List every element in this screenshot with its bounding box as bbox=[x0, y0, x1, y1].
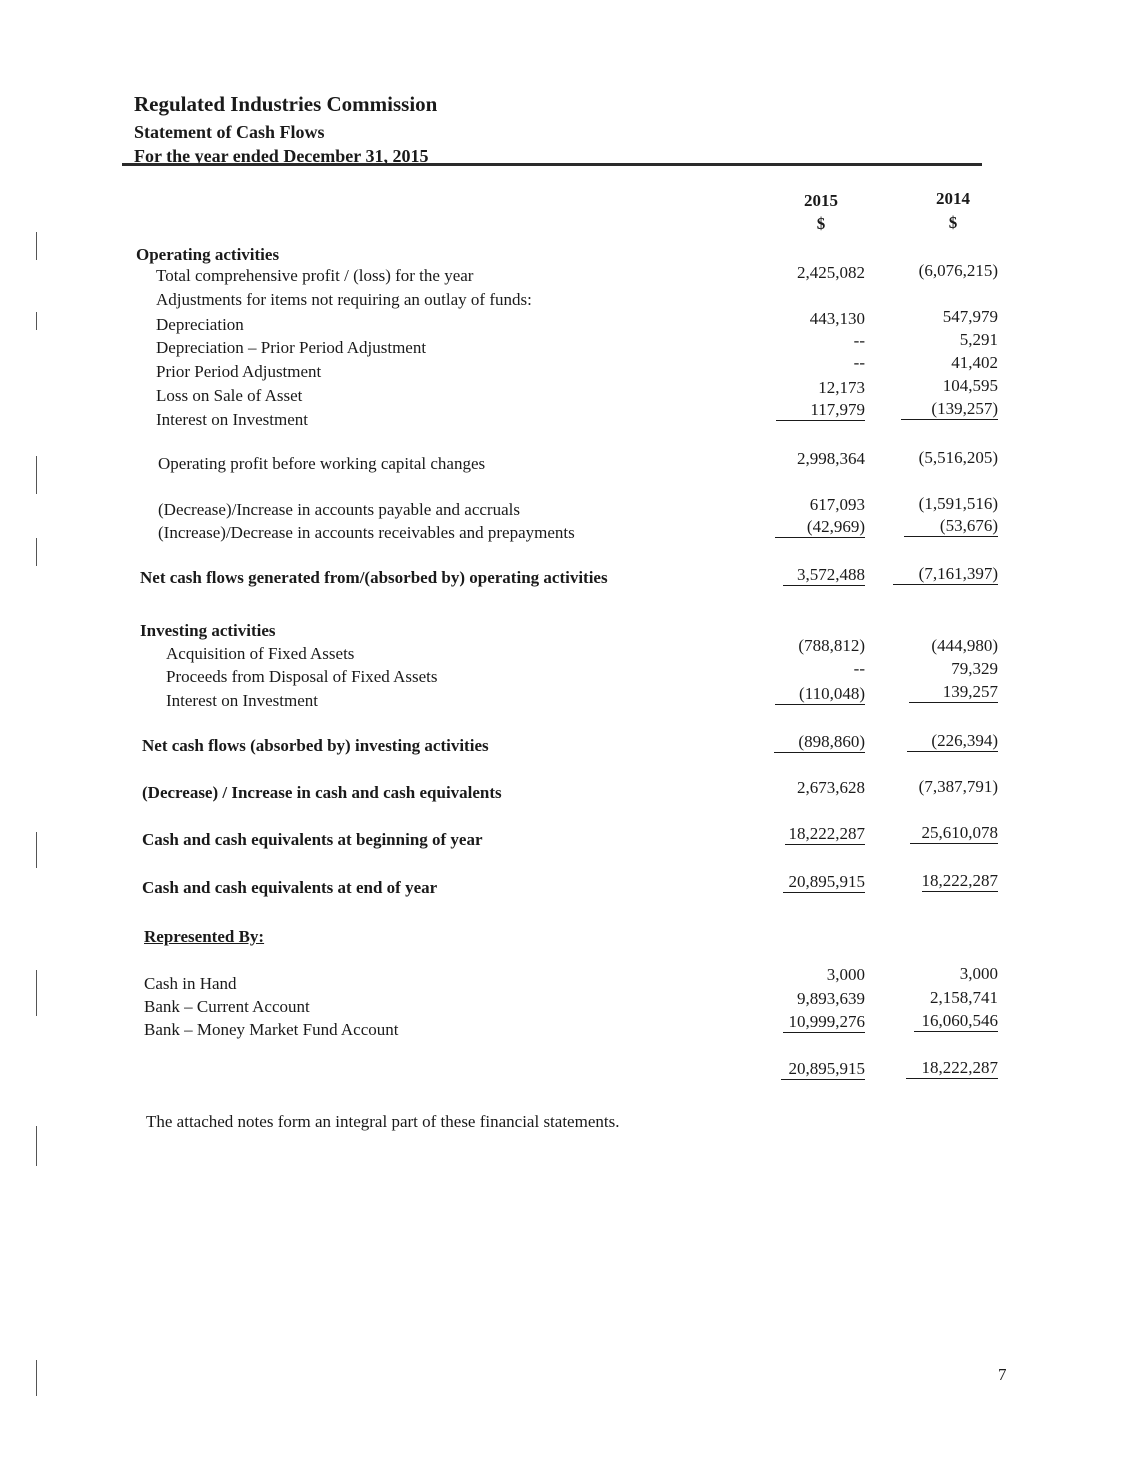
organization-title: Regulated Industries Commission bbox=[134, 92, 438, 116]
inv-item-2015: (788,812) bbox=[798, 636, 865, 655]
op-item-label: Interest on Investment bbox=[156, 410, 309, 429]
change-label: (Decrease) / Increase in cash and cash equivalents bbox=[142, 783, 502, 802]
currency-2014: $ bbox=[948, 213, 958, 232]
represented-total-2015: 20,895,915 bbox=[781, 1059, 866, 1080]
receivables-2015: (42,969) bbox=[775, 517, 865, 538]
begin-2015: 18,222,287 bbox=[785, 824, 866, 845]
column-header-2014: 2014 bbox=[936, 189, 970, 208]
column-header-2015: 2015 bbox=[804, 191, 838, 210]
op-item-2015: -- bbox=[853, 353, 865, 372]
scan-margin-mark bbox=[36, 312, 37, 330]
represented-heading: Represented By: bbox=[144, 927, 265, 946]
op-item-2014: 41,402 bbox=[951, 353, 998, 372]
op-item-2014: 104,595 bbox=[942, 376, 998, 395]
period-title: For the year ended December 31, 2015 bbox=[134, 146, 429, 166]
op-item-2015: 117,979 bbox=[776, 400, 865, 421]
begin-label: Cash and cash equivalents at beginning of year bbox=[142, 830, 483, 849]
inv-item-2014: (444,980) bbox=[931, 636, 998, 655]
rep-item-label: Cash in Hand bbox=[144, 974, 237, 993]
op-item-2015: 443,130 bbox=[809, 309, 865, 328]
end-2015: 20,895,915 bbox=[783, 872, 866, 893]
operating-net-2014: (7,161,397) bbox=[893, 564, 998, 585]
before-wc-label: Operating profit before working capital changes bbox=[158, 454, 486, 473]
rep-item-label: Bank – Money Market Fund Account bbox=[144, 1020, 399, 1039]
before-wc-2014: (5,516,205) bbox=[918, 448, 998, 467]
change-2014: (7,387,791) bbox=[918, 777, 998, 796]
inv-item-2014: 79,329 bbox=[951, 659, 998, 678]
adjustments-label: Adjustments for items not requiring an outlay of funds: bbox=[156, 290, 532, 309]
receivables-label: (Increase)/Decrease in accounts receivables and prepayments bbox=[158, 523, 575, 542]
scan-margin-mark bbox=[36, 1126, 37, 1166]
rep-item-2015: 10,999,276 bbox=[783, 1012, 866, 1033]
begin-2014: 25,610,078 bbox=[910, 823, 999, 844]
rep-item-2015: 3,000 bbox=[826, 965, 865, 984]
footer-note: The attached notes form an integral part of these financial statements. bbox=[146, 1112, 620, 1131]
rep-item-2014: 2,158,741 bbox=[930, 988, 998, 1007]
rep-item-2014: 16,060,546 bbox=[914, 1011, 999, 1032]
inv-item-2015: (110,048) bbox=[775, 684, 865, 705]
payables-2015: 617,093 bbox=[809, 495, 865, 514]
rep-item-2014: 3,000 bbox=[959, 964, 998, 983]
currency-2015: $ bbox=[816, 214, 826, 233]
scan-margin-mark bbox=[36, 970, 37, 1016]
op-item-2015: 12,173 bbox=[818, 378, 865, 397]
rep-item-label: Bank – Current Account bbox=[144, 997, 310, 1016]
statement-title: Statement of Cash Flows bbox=[134, 122, 325, 142]
rep-item-2015: 9,893,639 bbox=[797, 989, 865, 1008]
payables-label: (Decrease)/Increase in accounts payable and accruals bbox=[158, 500, 520, 519]
profit-2014: (6,076,215) bbox=[918, 261, 998, 280]
scan-margin-mark bbox=[36, 232, 37, 260]
profit-label: Total comprehensive profit / (loss) for the year bbox=[156, 266, 474, 285]
scan-margin-mark bbox=[36, 1360, 37, 1396]
investing-net-label: Net cash flows (absorbed by) investing activities bbox=[142, 736, 489, 755]
end-label: Cash and cash equivalents at end of year bbox=[142, 878, 438, 897]
op-item-label: Depreciation – Prior Period Adjustment bbox=[156, 338, 427, 357]
investing-heading: Investing activities bbox=[140, 621, 276, 640]
inv-item-label: Acquisition of Fixed Assets bbox=[166, 644, 355, 663]
scan-margin-mark bbox=[36, 456, 37, 494]
op-item-label: Depreciation bbox=[156, 315, 244, 334]
end-2014: 18,222,287 bbox=[921, 871, 998, 890]
inv-item-2015: -- bbox=[853, 659, 865, 678]
op-item-2014: 5,291 bbox=[959, 330, 998, 349]
op-item-label: Prior Period Adjustment bbox=[156, 362, 322, 381]
operating-net-2015: 3,572,488 bbox=[783, 565, 865, 586]
title-rule bbox=[122, 163, 982, 166]
investing-net-2014: (226,394) bbox=[907, 731, 998, 752]
operating-heading: Operating activities bbox=[136, 245, 280, 264]
change-2015: 2,673,628 bbox=[797, 778, 865, 797]
inv-item-label: Interest on Investment bbox=[166, 691, 319, 710]
profit-2015: 2,425,082 bbox=[797, 263, 865, 282]
payables-2014: (1,591,516) bbox=[918, 494, 998, 513]
op-item-label: Loss on Sale of Asset bbox=[156, 386, 303, 405]
operating-net-label: Net cash flows generated from/(absorbed by) operating activities bbox=[140, 568, 608, 587]
scan-margin-mark bbox=[36, 832, 37, 868]
before-wc-2015: 2,998,364 bbox=[797, 449, 865, 468]
op-item-2015: -- bbox=[853, 331, 865, 350]
investing-net-2015: (898,860) bbox=[774, 732, 865, 753]
represented-total-2014: 18,222,287 bbox=[906, 1058, 999, 1079]
scan-margin-mark bbox=[36, 538, 37, 566]
receivables-2014: (53,676) bbox=[904, 516, 998, 537]
op-item-2014: (139,257) bbox=[901, 399, 998, 420]
page-number: 7 bbox=[998, 1365, 1007, 1384]
inv-item-2014: 139,257 bbox=[909, 682, 998, 703]
inv-item-label: Proceeds from Disposal of Fixed Assets bbox=[166, 667, 438, 686]
op-item-2014: 547,979 bbox=[942, 307, 998, 326]
